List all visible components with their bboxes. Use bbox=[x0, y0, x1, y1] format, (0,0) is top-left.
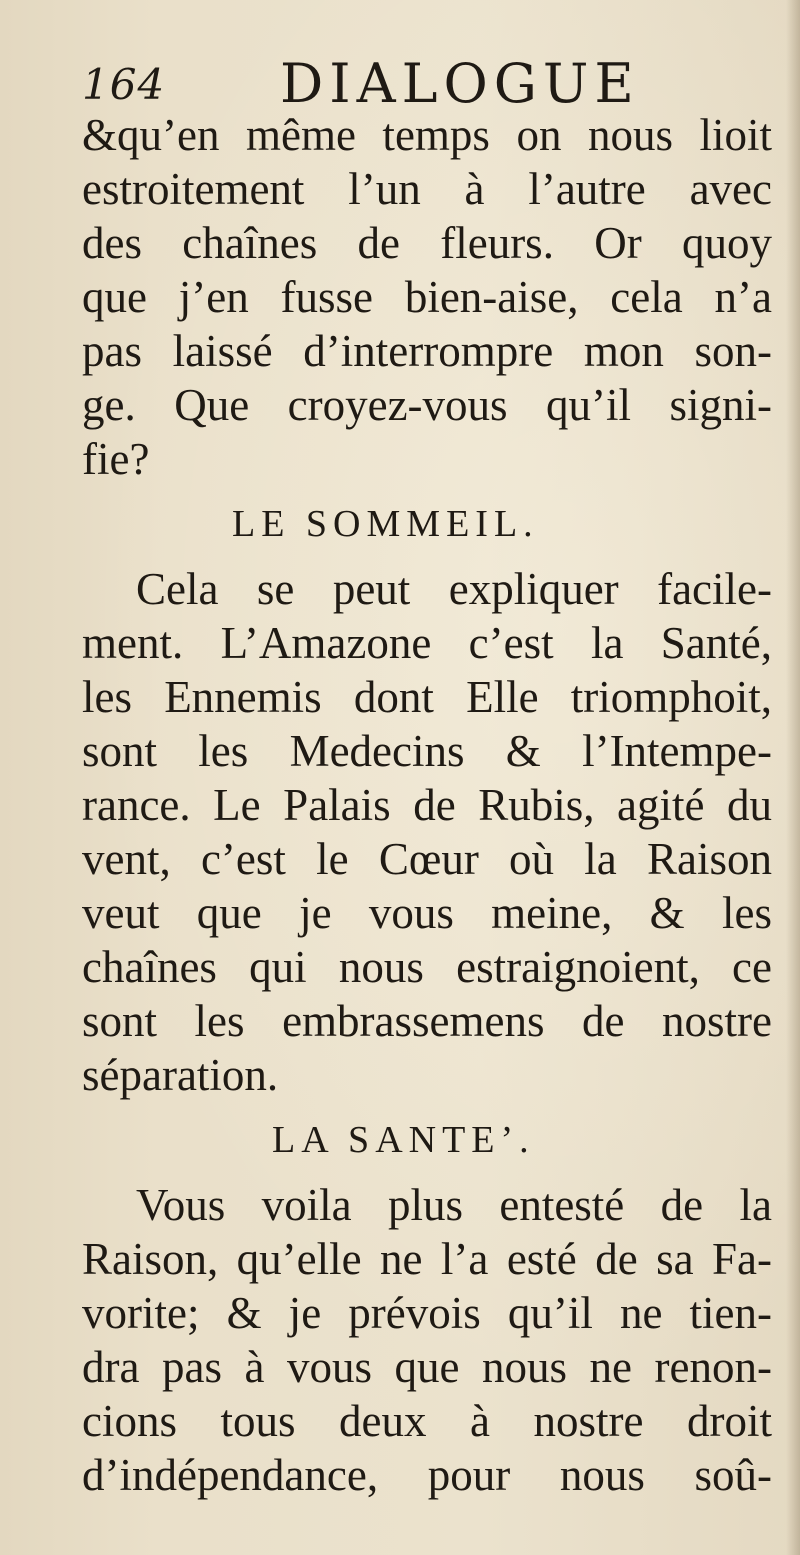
text-line: Raison, qu’elle ne l’a esté de sa Fa- bbox=[82, 1234, 772, 1284]
text-line: dra pas à vous que nous ne renon- bbox=[82, 1342, 772, 1392]
text-line: fie? bbox=[82, 434, 150, 484]
text-line: veut que je vous meine, & les bbox=[82, 888, 772, 938]
text-line: pas laissé d’interrompre mon son- bbox=[82, 326, 772, 376]
text-line: que j’en fusse bien-aise, cela n’a bbox=[82, 272, 772, 322]
text-line: d’indépendance, pour nous soû- bbox=[82, 1450, 772, 1500]
text-line: Cela se peut expliquer facile- bbox=[136, 564, 772, 614]
text-line: des chaînes de fleurs. Or quoy bbox=[82, 218, 772, 268]
text-line: &qu’en même temps on nous lioit bbox=[82, 110, 772, 160]
text-line: rance. Le Palais de Rubis, agité du bbox=[82, 780, 772, 830]
page-gutter-shadow bbox=[786, 0, 800, 1555]
text-line: estroitement l’un à l’autre avec bbox=[82, 164, 772, 214]
text-line: chaînes qui nous estraignoient, ce bbox=[82, 942, 772, 992]
text-line: les Ennemis dont Elle triomphoit, bbox=[82, 672, 772, 722]
speaker-heading: LA SANTE’. bbox=[272, 1119, 535, 1161]
text-line: Vous voila plus entesté de la bbox=[136, 1180, 772, 1230]
page-number: 164 bbox=[82, 60, 166, 109]
text-line: sont les Medecins & l’Intempe- bbox=[82, 726, 772, 776]
text-line: vent, c’est le Cœur où la Raison bbox=[82, 834, 772, 884]
text-line: séparation. bbox=[82, 1050, 279, 1100]
page-body bbox=[82, 108, 772, 1502]
page-header bbox=[82, 52, 722, 114]
text-line: vorite; & je prévois qu’il ne tien- bbox=[82, 1288, 772, 1338]
text-line: sont les embrassemens de nostre bbox=[82, 996, 772, 1046]
speaker-heading: LE SOMMEIL. bbox=[232, 503, 539, 545]
running-title: DIALOGUE bbox=[280, 52, 640, 115]
text-line: ment. L’Amazone c’est la Santé, bbox=[82, 618, 772, 668]
text-line: cions tous deux à nostre droit bbox=[82, 1396, 772, 1446]
text-line: ge. Que croyez-vous qu’il signi- bbox=[82, 380, 772, 430]
